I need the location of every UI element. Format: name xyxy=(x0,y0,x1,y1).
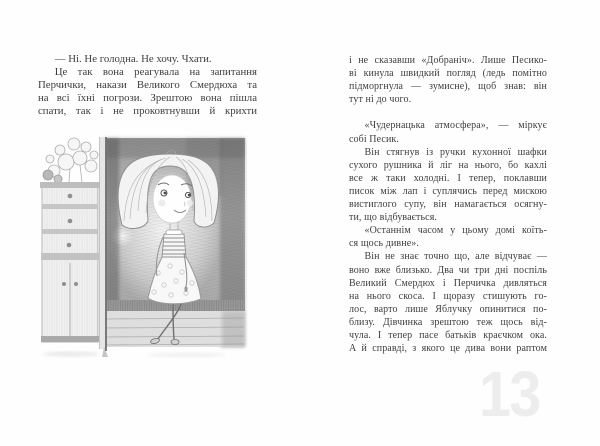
text-line: на всі їхні погрози. Зрештою вона пішла xyxy=(38,92,257,105)
text-line: Великий Смердюх і Перчичка дивляться xyxy=(349,277,547,289)
door-frame xyxy=(99,137,108,357)
pencil-illustration xyxy=(36,133,248,358)
girl-face xyxy=(153,175,191,223)
text-line: Перчички, накази Великого Смердюха та xyxy=(38,79,257,92)
text-line: вистиглого супу, він намагається осягну- xyxy=(349,199,547,211)
blank-line xyxy=(349,106,547,119)
text-line: і не сказавши «Добраніч». Лише Песико- xyxy=(349,55,547,66)
text-line: воно вже близько. Два чи три дні поспіль xyxy=(349,264,547,276)
text-line: лос, варто лише Яблучку опинитися по- xyxy=(349,303,547,315)
text-line: на нього скоса. І щоразу стишують го- xyxy=(349,290,547,302)
flowers-on-dresser xyxy=(43,138,98,183)
text-line: — Ні. Не голодна. Не хочу. Чхати. xyxy=(54,53,212,65)
text-line: ся щось дивне». xyxy=(349,238,419,250)
text-line: «Останнім часом у цьому домі коїть- xyxy=(364,225,547,237)
text-line: спати, так і не проковтнувши й крихти xyxy=(38,105,257,118)
text-line: Він не знає точно що, але відчуває — xyxy=(364,251,547,263)
text-line: все ж таки холодні. І тепер, поклавши xyxy=(349,172,547,184)
text-line: ти, що відбувається. xyxy=(349,212,438,224)
left-page-text xyxy=(38,53,257,118)
text-line: чула. І тепер пасе батьків краєчком ока. xyxy=(349,329,547,341)
text-line: собі Песик. xyxy=(349,133,399,145)
text-line: підморгнула — зумисне), щоб знав: він xyxy=(349,81,547,93)
text-line: Він стягнув із ручки кухонної шафки xyxy=(364,146,547,158)
pencil-smudges xyxy=(43,352,226,358)
text-line: ві кинула швидкий погляд (ледь помітно xyxy=(349,68,547,80)
text-line: сухого рушника й ліг на нього, бо кахлі xyxy=(349,159,547,171)
page-number: 13 xyxy=(479,358,540,430)
text-line: тут ні до чого. xyxy=(349,94,412,106)
girl-shoe-right xyxy=(171,339,179,344)
text-line: близу. Дівчинка зрештою теж щось від- xyxy=(349,316,547,328)
text-line: писок між лап і суплячись перед мискою xyxy=(349,185,547,197)
text-line: «Чудернацька атмосфера», — міркує xyxy=(364,120,547,132)
text-line: А й справді, з якого це дива вони раптом xyxy=(349,343,547,355)
right-page-text xyxy=(349,54,547,355)
text-line: Це так вона реагувала на запитання xyxy=(54,66,257,79)
kitchen-dresser xyxy=(40,138,100,342)
